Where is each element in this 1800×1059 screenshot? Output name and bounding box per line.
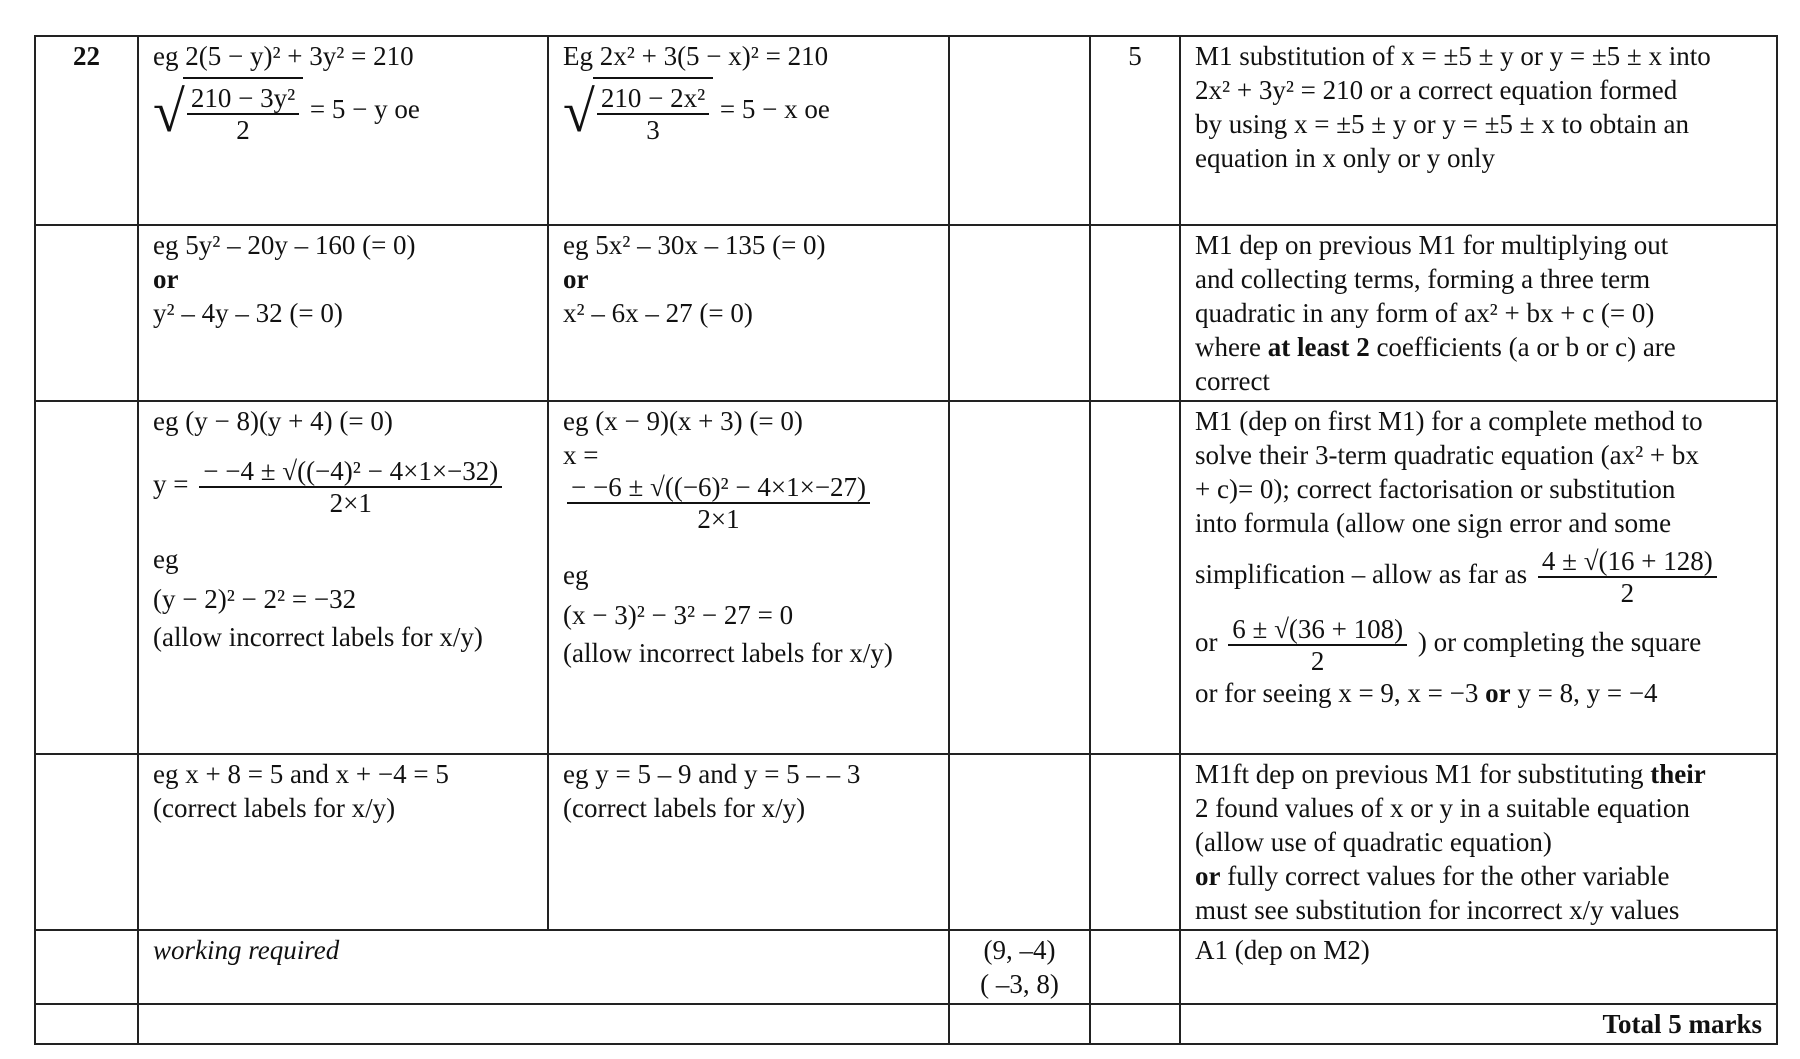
square-root: √ $\frac{\text{210 − 2x²}}{3}$ xyxy=(563,77,713,147)
question-number-empty xyxy=(35,930,138,1004)
equation-line: Eg 2x² + 3(5 − x)² = 210 xyxy=(563,41,829,71)
notes-cell: M1 dep on previous M1 for multiplying out and collecting terms, forming a three term quadratic in any form of ax² + bx + c (= 0) where at least 2 coefficients (a or b or c) are correct xyxy=(1180,225,1777,401)
answer-cell xyxy=(949,401,1090,754)
table-row xyxy=(35,1004,1777,1044)
square-root: √ $\frac{\text{210 − 3y²}}{2}$ xyxy=(153,77,303,147)
method-cell-b: Eg 2x² + 3(5 − x)² = 210 √ $\frac{\text{210 − 2x²}}{3}$ = 5 − x oe xyxy=(548,36,949,225)
empty-cell xyxy=(138,1004,949,1044)
quadratic-formula-fraction: $\frac{\text{− −6 ± √((−6)² − 4×1×−27)}}{2\times 1}$ xyxy=(567,472,870,534)
notes-cell: M1 substitution of x = ±5 ± y or y = ±5 ± x into 2x² + 3y² = 210 or a correct equation formed by using x = ±5 ± y or y = ±5 ± x to obtain an equation in x only or y only xyxy=(1180,36,1777,225)
method-cell-b: eg (x − 9)(x + 3) (= 0) x = $\frac{\text{− −6 ± √((−6)² − 4×1×−27)}}{2\times 1}$ eg (x − 3)² − 3² − 27 = 0 (allow incorrect labels for x/y) xyxy=(548,401,949,754)
table-row xyxy=(35,225,1777,401)
mark-scheme-table xyxy=(34,35,1778,1045)
equation-line: eg 2(5 − y)² + 3y² = 210 xyxy=(153,41,414,71)
notes-cell: M1ft dep on previous M1 for substituting their 2 found values of x or y in a suitable equation (allow use of quadratic equation) or fully correct values for the other variable must see substitution for incorrect x/y values xyxy=(1180,754,1777,930)
table-row xyxy=(35,401,1777,754)
table-row xyxy=(35,930,1777,1004)
marks-cell xyxy=(1090,401,1180,754)
marks-cell: 5 xyxy=(1090,36,1180,225)
fraction: $\frac{6 \pm √(36 + 108)}{2}$ xyxy=(1228,614,1407,676)
answer-cell xyxy=(949,36,1090,225)
fraction: $\frac{\text{210 − 2x²}}{3}$ xyxy=(597,83,709,145)
method-cell-a: eg (y − 8)(y + 4) (= 0) y = $\frac{\text{− −4 ± √((−4)² − 4×1×−32)}}{2\times 1}$ eg (y − 2)² − 2² = −32 (allow incorrect labels for x/y) xyxy=(138,401,548,754)
question-number-empty xyxy=(35,401,138,754)
notes-cell: M1 (dep on first M1) for a complete method to solve their 3-term quadratic equation (ax² + bx + c)= 0); correct factorisation or substitution into formula (allow one sign error and some simplification – allow as far as $\frac{4 \pm √(16 + 128)}{2}$ or $\frac{6 \pm √(36 + 108)}{2}$ ) or completing the square or for seeing x = 9, x = −3 or y = 8, y = −4 xyxy=(1180,401,1777,754)
marks-cell xyxy=(1090,754,1180,930)
notes-cell: A1 (dep on M2) xyxy=(1180,930,1777,1004)
table-row xyxy=(35,36,1777,225)
answer-cell xyxy=(949,225,1090,401)
marks-cell xyxy=(1090,225,1180,401)
marks-cell xyxy=(1090,930,1180,1004)
answer-cell xyxy=(949,754,1090,930)
empty-cell xyxy=(949,1004,1090,1044)
question-number-empty xyxy=(35,754,138,930)
quadratic-formula-fraction: $\frac{\text{− −4 ± √((−4)² − 4×1×−32)}}{2\times 1}$ xyxy=(199,456,502,518)
table-row xyxy=(35,754,1777,930)
method-cell-a: eg 5y² – 20y – 160 (= 0) or y² – 4y – 32 (= 0) xyxy=(138,225,548,401)
question-number: 22 xyxy=(35,36,138,225)
method-cell-b: eg 5x² – 30x – 135 (= 0) or x² – 6x – 27 (= 0) xyxy=(548,225,949,401)
total-marks: Total 5 marks xyxy=(1180,1004,1777,1044)
method-cell-a: eg 2(5 − y)² + 3y² = 210 √ $\frac{\text{210 − 3y²}}{2}$ = 5 − y oe xyxy=(138,36,548,225)
answer-cell: (9, –4) ( –3, 8) xyxy=(949,930,1090,1004)
method-cell-b: eg y = 5 – 9 and y = 5 – – 3 (correct labels for x/y) xyxy=(548,754,949,930)
fraction: $\frac{4 \pm √(16 + 128)}{2}$ xyxy=(1538,546,1717,608)
empty-cell xyxy=(35,1004,138,1044)
fraction: $\frac{\text{210 − 3y²}}{2}$ xyxy=(187,83,299,145)
method-cell-a: eg x + 8 = 5 and x + −4 = 5 (correct labels for x/y) xyxy=(138,754,548,930)
empty-cell xyxy=(1090,1004,1180,1044)
working-required-cell: working required xyxy=(138,930,949,1004)
question-number-empty xyxy=(35,225,138,401)
